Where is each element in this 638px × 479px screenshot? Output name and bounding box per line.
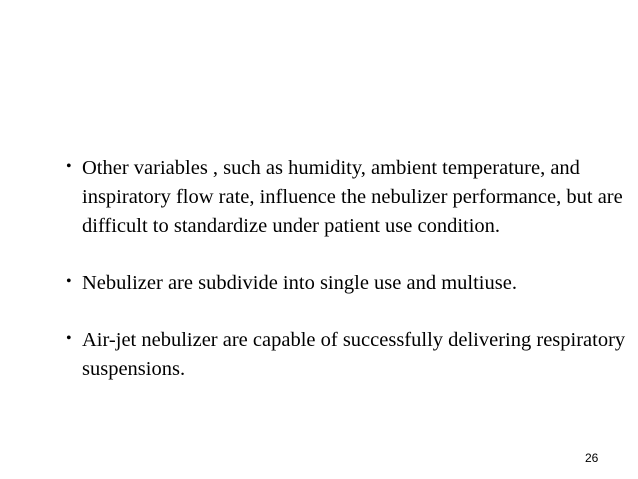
bullet-text: Other variables , such as humidity, ambient temperature, and inspiratory flow rate, influence the nebulizer performance, but are difficult to standardize under patient use condition. <box>82 157 623 237</box>
bullet-text: Air-jet nebulizer are capable of successfully delivering respiratory suspensions. <box>82 329 626 380</box>
bullet-item-air-jet <box>66 326 626 384</box>
bullet-item-subdivide <box>66 269 626 298</box>
bullet-item-other-variables <box>66 154 626 241</box>
bullet-text: Nebulizer are subdivide into single use and multiuse. <box>82 272 517 294</box>
bullet-marker: • <box>66 273 72 290</box>
bullet-marker: • <box>66 158 72 175</box>
bullet-list <box>66 154 626 384</box>
page-number: 26 <box>585 451 599 465</box>
bullet-marker: • <box>66 330 72 347</box>
